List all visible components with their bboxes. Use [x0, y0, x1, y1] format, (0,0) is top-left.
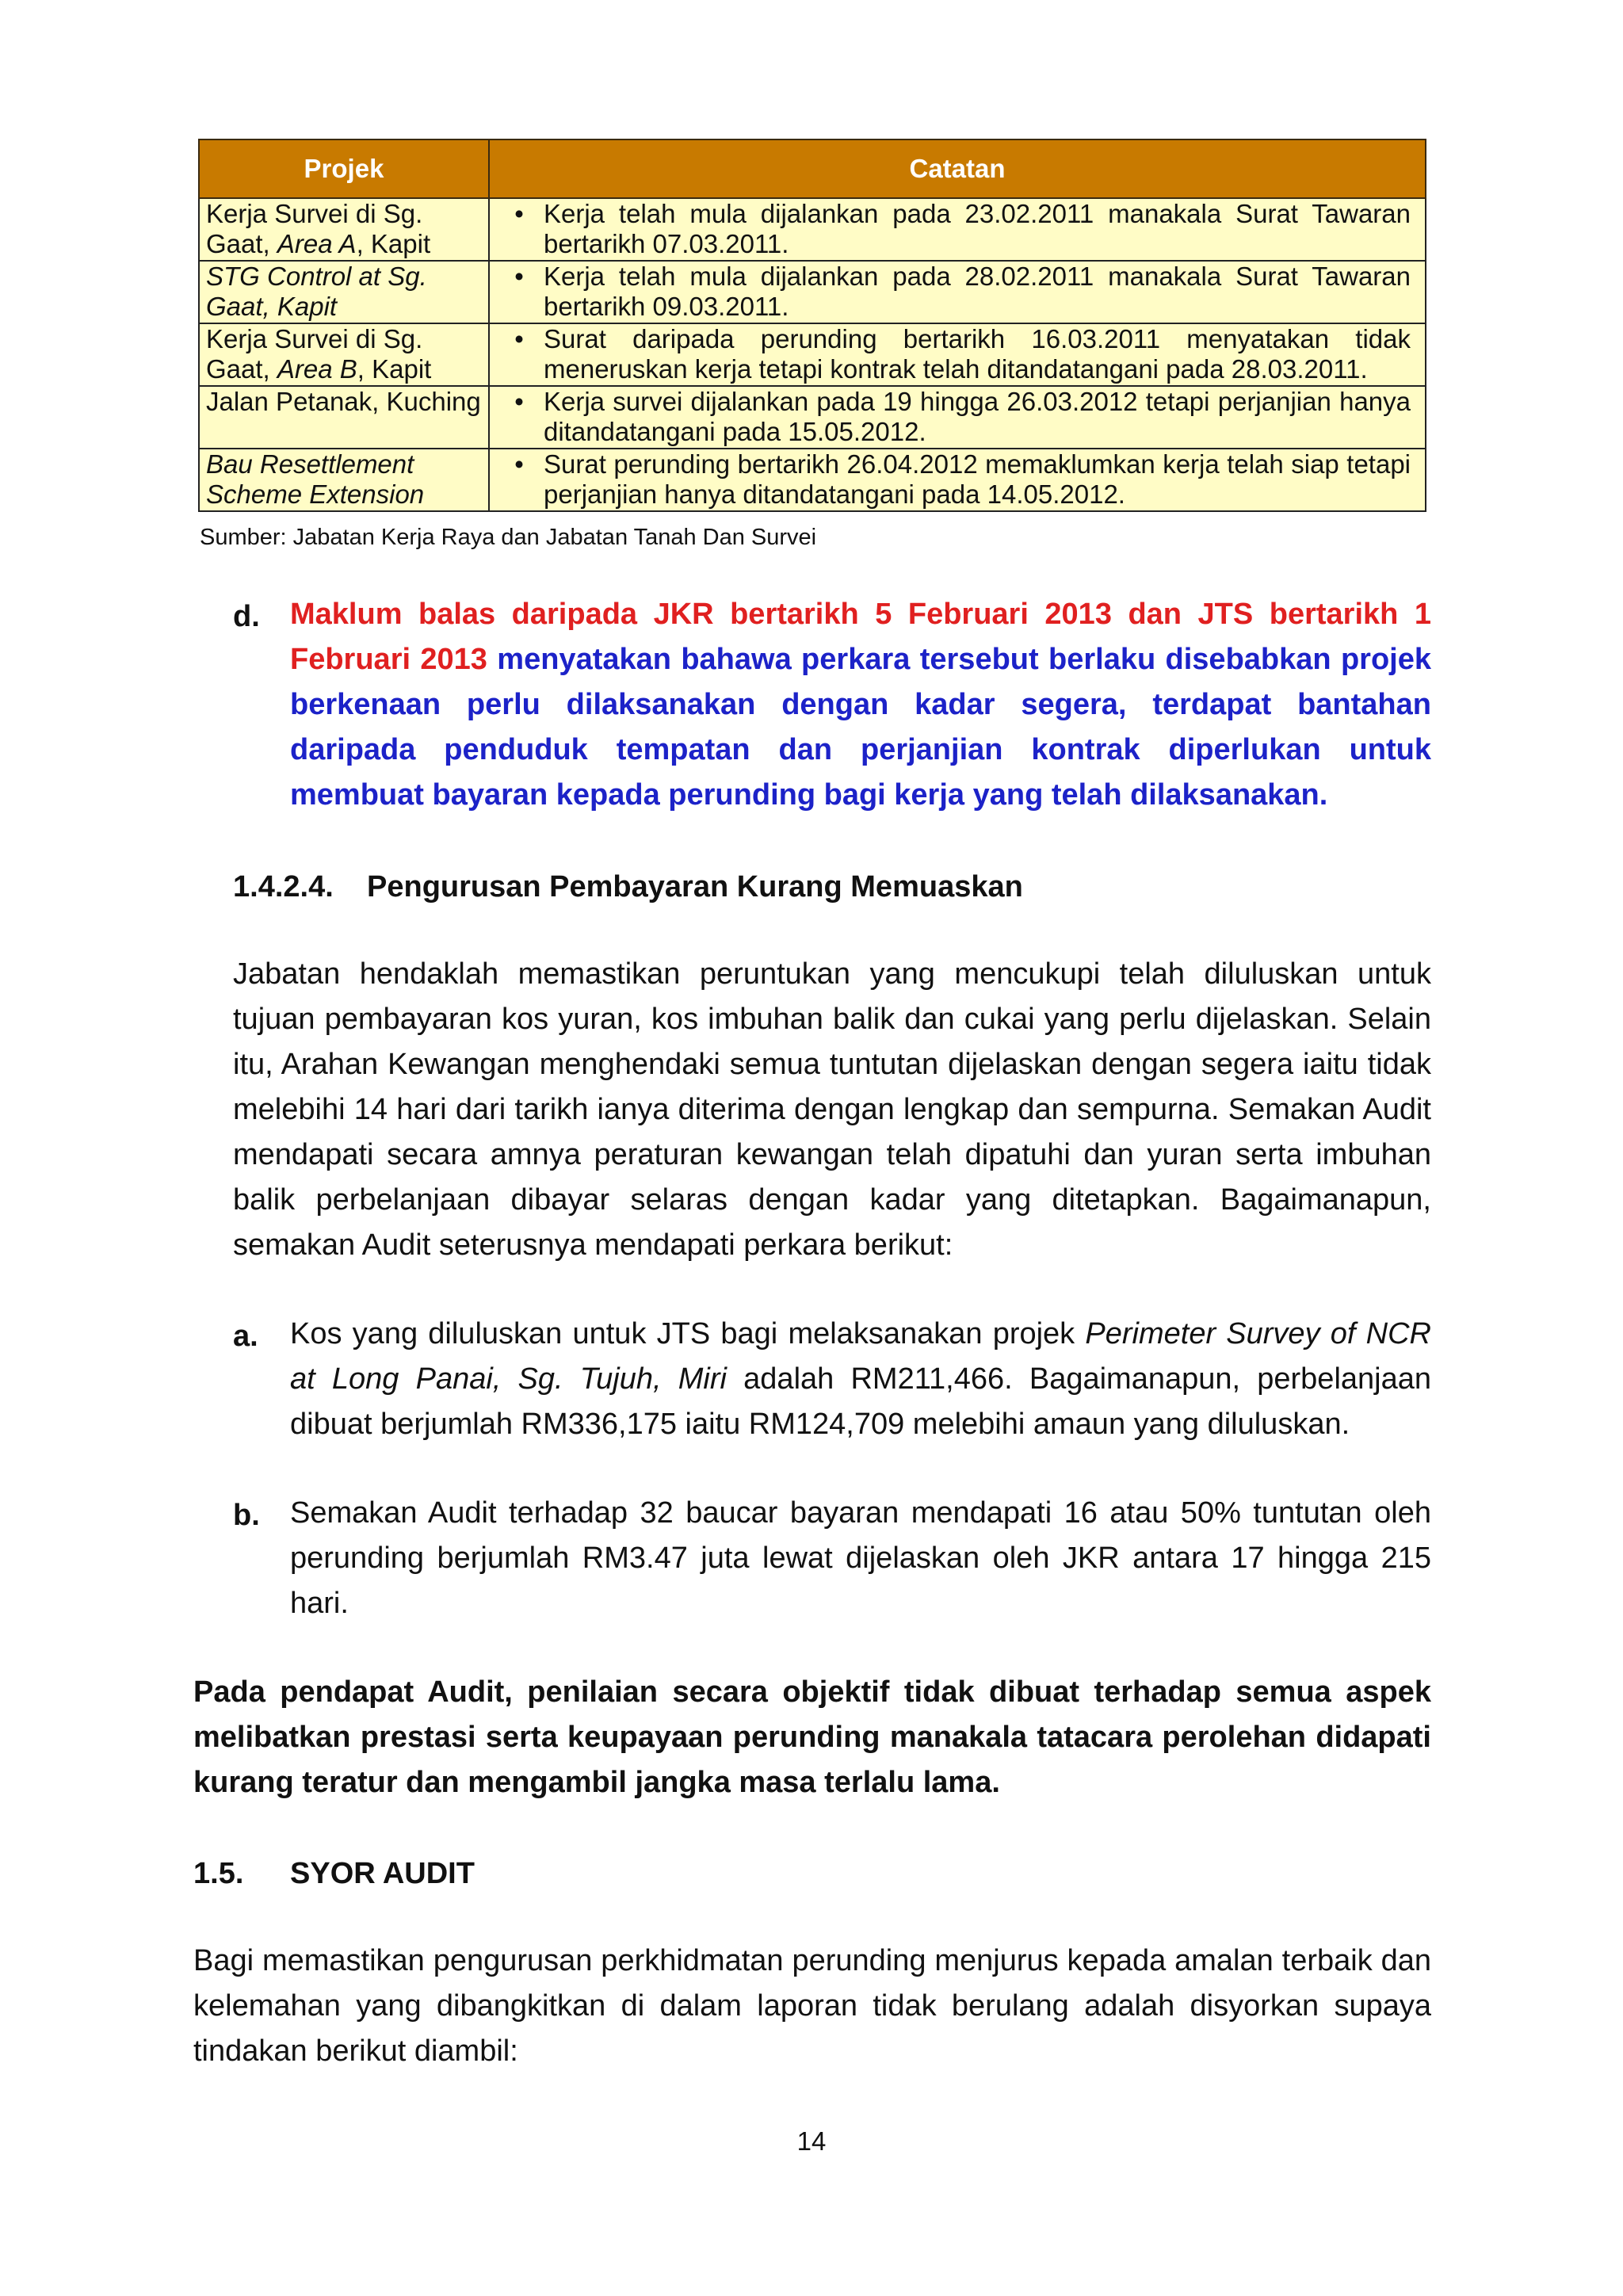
item-b-text: Semakan Audit terhadap 32 baucar bayaran mendapati 16 atau 50% tuntutan oleh perunding berjumlah RM3.47 juta lewat dijelaskan oleh JKR antara 17 hingga 215 hari. — [290, 1496, 1431, 1620]
project-table — [198, 139, 1426, 512]
projek-cell: Kerja Survei di Sg. Gaat, Area B, Kapit — [199, 323, 489, 386]
projek-cell: Bau Resettlement Scheme Extension — [199, 449, 489, 511]
bullet-icon: • — [514, 387, 524, 416]
section-15-title: SYOR AUDIT — [290, 1857, 475, 1890]
catatan-cell: • Kerja survei dijalankan pada 19 hingga 26.03.2012 tetapi perjanjian hanya ditandatangani pada 15.05.2012. — [489, 386, 1426, 449]
table-row — [199, 198, 1426, 261]
item-d-text: Maklum balas daripada JKR bertarikh 5 Februari 2013 dan JTS bertarikh 1 Februari 2013 menyatakan bahawa perkara tersebut berlaku disebabkan projek berkenaan perlu dilaksanakan dengan kadar segera, terdapat bantahan daripada penduduk tempatan dan perjanjian kontrak diperlukan untuk membuat bayaran kepada perunding bagi kerja yang telah dilaksanakan. — [290, 598, 1431, 812]
bullet-icon: • — [514, 324, 524, 353]
projek-cell: Kerja Survei di Sg. Gaat, Area A, Kapit — [199, 198, 489, 261]
section-number: 1.4.2.4. — [233, 870, 334, 904]
table-header-row — [199, 139, 1426, 198]
catatan-cell: • Surat daripada perunding bertarikh 16.03.2011 menyatakan tidak meneruskan kerja tetapi kontrak telah ditandatangani pada 28.03.2011. — [489, 323, 1426, 386]
section-15-number: 1.5. — [193, 1857, 244, 1890]
page-number: 14 — [796, 2126, 827, 2156]
item-a-label: a. — [233, 1320, 258, 1353]
projek-cell: STG Control at Sg. Gaat, Kapit — [199, 261, 489, 323]
item-a-text: Kos yang diluluskan untuk JTS bagi melaksanakan projek Perimeter Survey of NCR at Long Panai, Sg. Tujuh, Miri adalah RM211,466. Bagaimanapun, perbelanjaan dibuat berjumlah RM336,175 iaitu RM124,709 melebihi amaun yang diluluskan. — [290, 1317, 1431, 1441]
section-15-paragraph: Bagi memastikan pengurusan perkhidmatan perunding menjurus kepada amalan terbaik dan kelemahan yang dibangkitkan di dalam laporan tidak berulang adalah disyorkan supaya tindakan berikut diambil: — [193, 1944, 1431, 2068]
catatan-cell: • Kerja telah mula dijalankan pada 23.02.2011 manakala Surat Tawaran bertarikh 07.03.2011. — [489, 198, 1426, 261]
table-row — [199, 261, 1426, 323]
section-paragraph: Jabatan hendaklah memastikan peruntukan yang mencukupi telah diluluskan untuk tujuan pembayaran kos yuran, kos imbuhan balik dan cukai yang perlu dijelaskan. Selain itu, Arahan Kewangan menghendaki semua tuntutan dijelaskan dengan segera iaitu tidak melebihi 14 hari dari tarikh ianya diterima dengan lengkap dan sempurna. Semakan Audit mendapati secara amnya peraturan kewangan telah dipatuhi dan yuran serta imbuhan balik perbelanjaan dibayar selaras dengan kadar yang ditetapkan. Bagaimanapun, semakan Audit seterusnya mendapati perkara berikut: — [233, 957, 1431, 1262]
catatan-cell: • Kerja telah mula dijalankan pada 28.02.2011 manakala Surat Tawaran bertarikh 09.03.2011. — [489, 261, 1426, 323]
bullet-icon: • — [514, 449, 524, 479]
item-b-label: b. — [233, 1499, 260, 1532]
header-catatan: Catatan — [489, 139, 1426, 198]
bullet-icon: • — [514, 199, 524, 228]
table-row — [199, 449, 1426, 511]
table-source: Sumber: Jabatan Kerja Raya dan Jabatan Tanah Dan Survei — [200, 525, 817, 550]
audit-opinion: Pada pendapat Audit, penilaian secara objektif tidak dibuat terhadap semua aspek melibatkan prestasi serta keupayaan perunding manakala tatacara perolehan didapati kurang teratur dan mengambil jangka masa terlalu lama. — [193, 1675, 1431, 1799]
catatan-cell: • Surat perunding bertarikh 26.04.2012 memaklumkan kerja telah siap tetapi perjanjian hanya ditandatangani pada 14.05.2012. — [489, 449, 1426, 511]
table-row — [199, 386, 1426, 449]
bullet-icon: • — [514, 262, 524, 291]
header-projek: Projek — [199, 139, 489, 198]
projek-cell: Jalan Petanak, Kuching — [199, 386, 489, 449]
table-row — [199, 323, 1426, 386]
section-title: Pengurusan Pembayaran Kurang Memuaskan — [367, 870, 1023, 904]
item-d-label: d. — [233, 600, 260, 633]
